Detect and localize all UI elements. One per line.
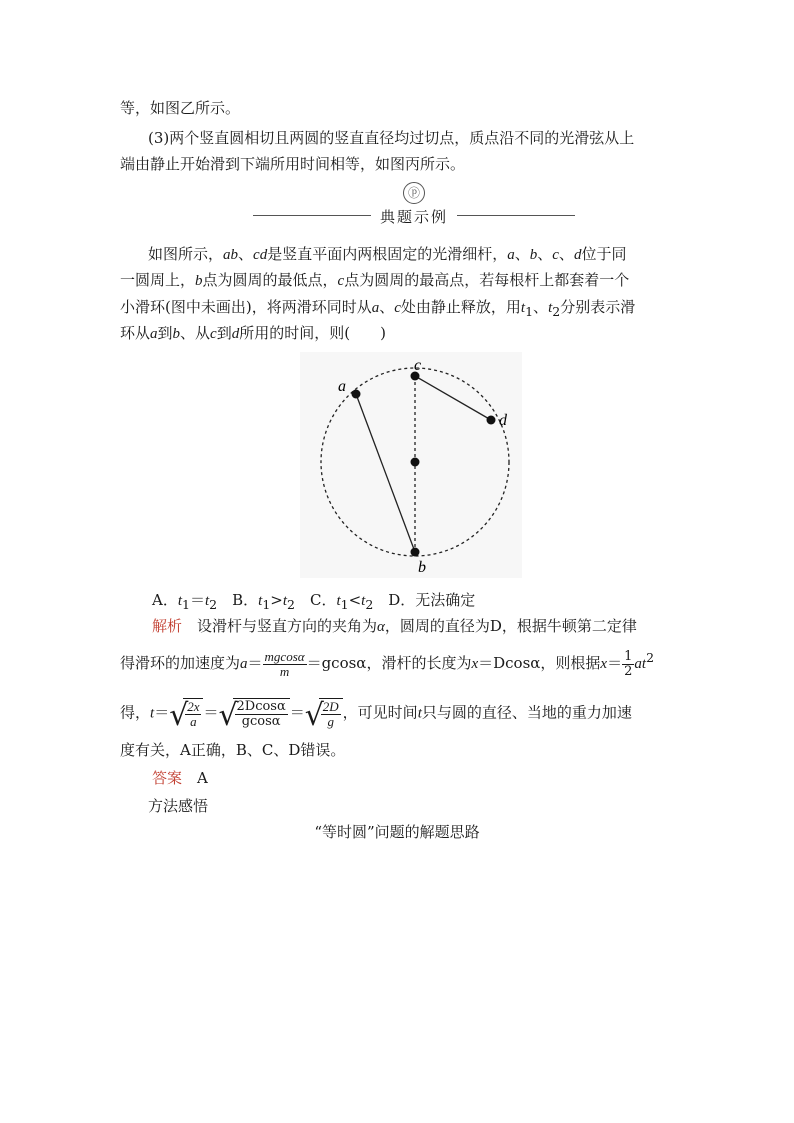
section-banner: [253, 178, 575, 232]
method-title: “等时圆”问题的解题思路: [314, 823, 480, 841]
text-line: (3)两个竖直圆相切且两圆的竖直直径均过切点，质点沿不同的光滑弦从上: [148, 129, 635, 147]
label-d: d: [499, 412, 507, 429]
sqrt: √ $\frac{2x}{a}$: [169, 698, 203, 729]
sqrt: √ $\frac{2D}{g}$: [305, 698, 343, 729]
bulb-icon: ⓟ: [403, 182, 425, 204]
problem-line-2: 一圆周上，b点为圆周的最低点，c点为圆周的最高点，若每根杆上都套着一个: [120, 271, 630, 289]
point-a: [352, 390, 361, 399]
center-point: [411, 458, 420, 467]
circle-figure: [300, 352, 522, 578]
point-d: [487, 416, 496, 425]
analysis-line-4: 度有关，A正确，B、C、D错误。: [120, 741, 346, 759]
options-line: A．$t_1=t_2$ B．$t_1>t_2$ C．$t_1<t_2$ D．无法确定: [152, 591, 476, 612]
analysis-label: 解析: [152, 617, 183, 635]
problem-line-1: 如图所示，ab、cd是竖直平面内两根固定的光滑细杆，a、b、c、d位于同: [148, 245, 627, 263]
analysis-line-1: 解析 设滑杆与竖直方向的夹角为α，圆周的直径为D，根据牛顿第二定律: [152, 617, 637, 635]
fraction: $\frac{mgcos\alpha}{m}$: [264, 648, 305, 679]
section-title: 典题示例: [379, 208, 448, 226]
label-c: c: [414, 357, 422, 374]
problem-line-4: 环从a到b、从c到d所用的时间，则( ): [120, 324, 386, 342]
method-label: 方法感悟: [148, 797, 209, 815]
fraction: $\frac{1}{2}$: [624, 648, 633, 679]
label-a: a: [338, 378, 346, 395]
analysis-line-2: 得滑环的加速度为a＝ $\frac{mgcos\alpha}{m}$ ＝gcosα，滑杆的长度为x＝Dcosα，则根据x＝ $\frac{1}{2}$ $at^2$: [120, 648, 655, 679]
answer-line: [152, 768, 208, 788]
label-b: b: [418, 559, 426, 576]
figure-background: [300, 352, 522, 578]
text-line: 等，如图乙所示。: [120, 99, 241, 117]
answer-label: 答案: [152, 769, 183, 787]
analysis-line-3: 得，t＝ √ $\frac{2x}{a}$ ＝ √ $\frac{2Dcos\alpha}{gcos\alpha}$ ＝ √ $\frac{2D}{g}$ ，可见时间t只与圆的直径、当地的重力加速: [120, 698, 632, 733]
problem-line-3: 小滑环(图中未画出)，将两滑环同时从a、c处由静止释放，用$t_1$、$t_2$分别表示滑: [120, 298, 636, 319]
text-line: 端由静止开始滑到下端所用时间相等，如图丙所示。: [120, 155, 466, 173]
answer-value: A: [182, 769, 208, 787]
point-b: [411, 548, 420, 557]
sqrt: √ $\frac{2Dcos\alpha}{gcos\alpha}$: [219, 698, 290, 729]
